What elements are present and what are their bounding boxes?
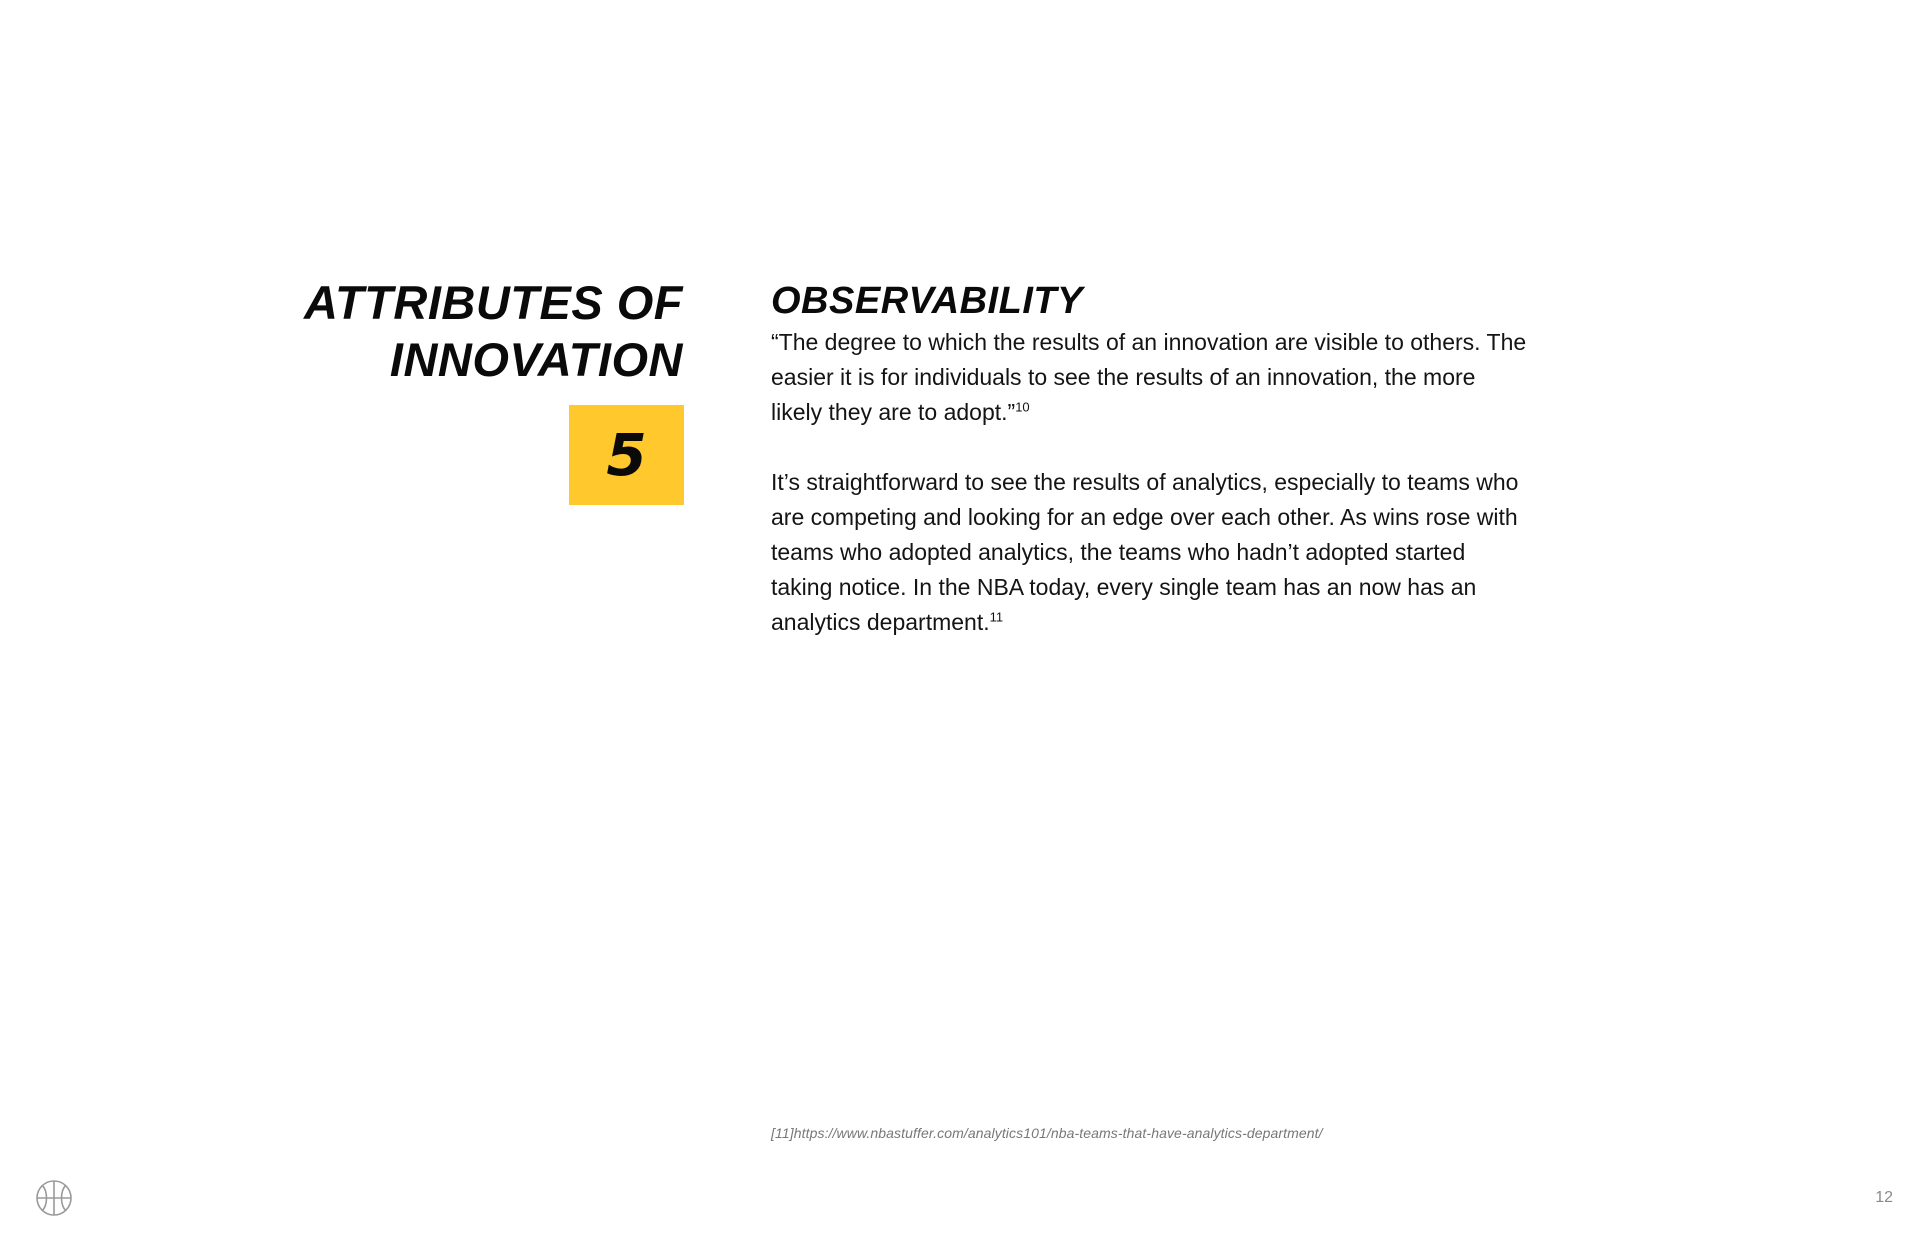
explanation-paragraph	[771, 465, 1531, 640]
basketball-icon	[35, 1179, 73, 1217]
definition-text: “The degree to which the results of an innovation are visible to others. The easier it is for individuals to see the results of an innovation, the more likely they are to adopt.”	[771, 329, 1527, 425]
heading-line-2: INNOVATION	[389, 333, 683, 386]
attribute-number: 5	[606, 421, 647, 489]
attributes-heading	[263, 274, 683, 388]
explanation-text: It’s straightforward to see the results of analytics, especially to teams who are competing and looking for an edge over each other. As wins rose with teams who adopted analytics, the teams who hadn’t adopted started taking notice. In the NBA today, every single team has an now has an analytics department.	[771, 469, 1519, 635]
definition-paragraph	[771, 325, 1531, 430]
section-title: OBSERVABILITY	[771, 280, 1083, 322]
footnote-source: [11]https://www.nbastuffer.com/analytics101/nba-teams-that-have-analytics-department/	[771, 1125, 1323, 1141]
footnote-ref-11: 11	[989, 609, 1004, 625]
heading-line-1: ATTRIBUTES OF	[304, 276, 683, 329]
page-number: 12	[1875, 1189, 1893, 1206]
attribute-number-badge	[569, 405, 684, 505]
footnote-ref-10: 10	[1015, 399, 1030, 415]
main-content	[771, 277, 1531, 640]
